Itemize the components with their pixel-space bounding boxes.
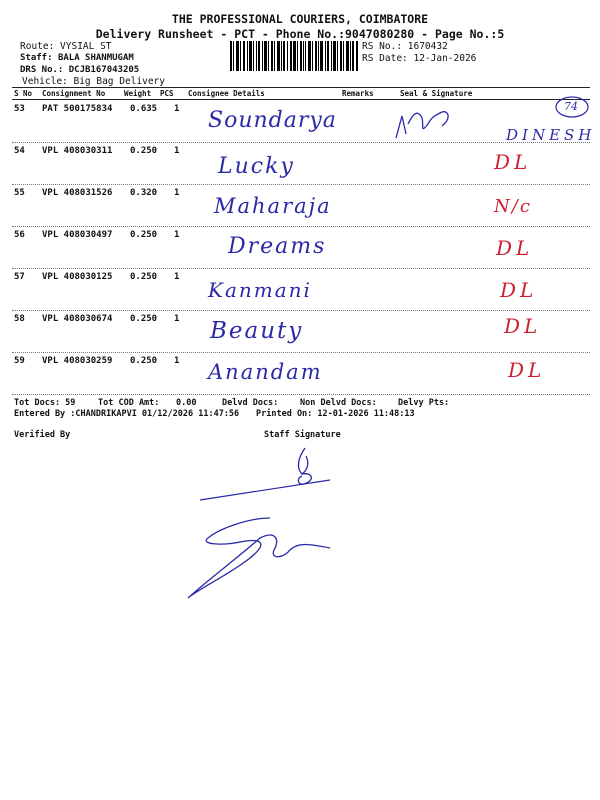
row-consignment: VPL 408030259 [42,356,113,366]
row-pcs: 1 [174,230,180,240]
seal-signature: DL [504,314,542,338]
row-divider [12,352,590,353]
table-header-rule [12,99,590,100]
barcode [230,41,358,71]
staff-signature-label: Staff Signature [264,430,341,440]
col-header-weight: Weight [124,89,152,98]
row-weight: 0.250 [130,272,158,282]
staff-line [20,53,134,64]
row-consignment: VPL 408030497 [42,230,113,240]
row-divider [12,184,590,185]
row-sno: 54 [14,146,25,156]
row-consignment: VPL 408030674 [42,314,113,324]
row-weight: 0.250 [130,314,158,324]
row-pcs: 1 [174,146,180,156]
row-divider [12,226,590,227]
verified-by-label: Verified By [14,430,71,440]
row-consignment: VPL 408030311 [42,146,113,156]
seal-signature: DL [500,278,538,302]
col-header-pcs: PCS [160,89,174,98]
seal-signature: DL [496,236,534,260]
seal-signature: N/c [494,196,532,217]
row-sno: 56 [14,230,25,240]
col-header-consignment: Consignment No [42,89,106,98]
row-sno: 57 [14,272,25,282]
staff-label: Staff: [20,53,53,63]
consignee-signature: Dreams [228,234,327,259]
row-sno: 55 [14,188,25,198]
total-cod-amount: 0.00 [176,398,197,408]
table-top-rule [12,87,590,88]
row-weight: 0.250 [130,356,158,366]
staff-signature-mark [180,438,360,608]
seal-signature: DL [508,358,546,382]
row-weight: 0.320 [130,188,158,198]
row-divider [12,394,590,395]
drs-number: DRS No.: DCJB167043205 [20,65,140,75]
entered-by: Entered By :CHANDRIKAPVI 01/12/2026 11:47:56 [14,409,240,419]
total-cod-label: Tot COD Amt: [98,398,160,408]
company-title: THE PROFESSIONAL COURIERS, COIMBATORE [171,12,429,26]
row-sno: 58 [14,314,25,324]
consignee-signature: Maharaja [214,194,332,218]
row-divider [12,142,590,143]
seal-signature: DL [494,150,532,174]
total-docs: Tot Docs: 59 [14,398,76,408]
row-pcs: 1 [174,272,180,282]
col-header-remarks: Remarks [342,89,374,98]
seal-signature: DINESH [506,126,596,144]
non-delivered-docs: Non Delvd Docs: [300,398,377,408]
row-pcs: 1 [174,314,180,324]
row-weight: 0.250 [130,146,158,156]
row-weight: 0.635 [130,104,158,114]
vehicle-label: Vehicle: Big Bag Delivery [22,76,165,87]
consignee-signature: Beauty [210,318,304,344]
route-label: Route: VYSIAL ST [20,41,112,52]
row-consignment: VPL 408030125 [42,272,113,282]
delivered-docs: Delvd Docs: [222,398,279,408]
col-header-sno: S No [14,89,33,98]
runsheet-subtitle: Delivery Runsheet - PCT - Phone No.:9047080280 - Page No.:5 [95,27,505,41]
row-sno: 53 [14,104,25,114]
consignee-signature: Kanmani [208,278,312,302]
row-pcs: 1 [174,104,180,114]
row-divider [12,268,590,269]
rs-date: RS Date: 12-Jan-2026 [362,53,477,64]
rs-number: RS No.: 1670432 [362,41,448,52]
row-pcs: 1 [174,188,180,198]
row-consignment: PAT 500175834 [42,104,113,114]
col-header-consignee: Consignee Details [188,89,265,98]
consignee-signature: Soundarya [208,108,337,133]
row-consignment: VPL 408031526 [42,188,113,198]
receiver-signature-mark [392,104,462,144]
row-weight: 0.250 [130,230,158,240]
row-sno: 59 [14,356,25,366]
staff-name: BALA SHANMUGAM [57,53,134,63]
printed-on: Printed On: 12-01-2026 11:48:13 [256,409,415,419]
consignee-signature: Lucky [218,154,295,179]
delivery-points: Delvy Pts: [398,398,450,408]
col-header-seal: Seal & Signature [400,89,473,98]
row-pcs: 1 [174,356,180,366]
consignee-signature: Anandam [208,360,323,384]
row-divider [12,310,590,311]
circled-number: 74 [564,100,578,113]
